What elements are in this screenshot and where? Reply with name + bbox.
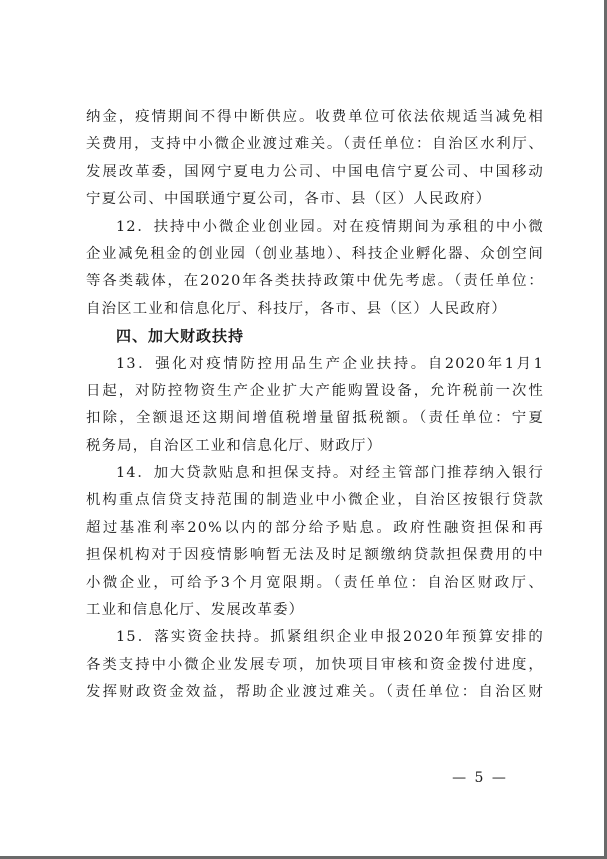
text-line: 超过基准利率20%以内的部分给予贴息。政府性融资担保和再: [86, 519, 544, 536]
text-line: 工业和信息化厅、发展改革委）: [86, 602, 305, 619]
text-line: 13．强化对疫情防控用品生产企业扶持。自2020年1月1: [116, 355, 544, 372]
text-line: 纳金，疫情期间不得中断供应。收费单位可依法依规适当减免相: [86, 109, 544, 125]
text-line: 税务局，自治区工业和信息化厅、财政厅）: [86, 437, 383, 454]
text-line: 机构重点信贷支持范围的制造业中小微企业，自治区按银行贷款: [86, 492, 544, 509]
text-line: 日起，对防控物资生产企业扩大产能购置设备，允许税前一次性: [86, 382, 544, 399]
text-line: 各类支持中小微企业发展专项，加快项目审核和资金拨付进度，: [86, 656, 544, 673]
text-line: 扣除，全额退还这期间增值税增量留抵税额。（责任单位：宁夏: [86, 410, 544, 427]
text-line: 企业减免租金的创业园（创业基地）、科技企业孵化器、众创空间: [86, 245, 544, 262]
text-line: 担保机构对于因疫情影响暂无法及时足额缴纳贷款担保费用的中: [86, 547, 544, 564]
text-line: 等各类载体，在2020年各类扶持政策中优先考虑。（责任单位：: [86, 273, 544, 290]
text-line: 小微企业，可给予3个月宽限期。（责任单位：自治区财政厅、: [86, 574, 544, 591]
text-line: 发挥财政资金效益，帮助企业渡过难关。（责任单位：自治区财: [86, 684, 544, 701]
section-heading: 四、加大财政扶持: [116, 327, 245, 346]
text-line: 关费用，支持中小微企业渡过难关。（责任单位：自治区水利厅、: [86, 136, 544, 153]
text-line: 12．扶持中小微企业创业园。对在疫情期间为承租的中小微: [116, 218, 544, 235]
text-line: 发展改革委，国网宁夏电力公司、中国电信宁夏公司、中国移动: [86, 163, 544, 180]
page-number: — 5 —: [452, 770, 508, 786]
text-line: 14．加大贷款贴息和担保支持。对经主管部门推荐纳入银行: [116, 465, 544, 482]
text-line: 宁夏公司、中国联通宁夏公司，各市、县（区）人民政府）: [86, 191, 492, 208]
text-line: 15．落实资金扶持。抓紧组织企业申报2020年预算安排的: [116, 629, 544, 646]
text-line: 自治区工业和信息化厅、科技厅，各市、县（区）人民政府）: [86, 300, 507, 317]
document-body: [86, 104, 544, 707]
